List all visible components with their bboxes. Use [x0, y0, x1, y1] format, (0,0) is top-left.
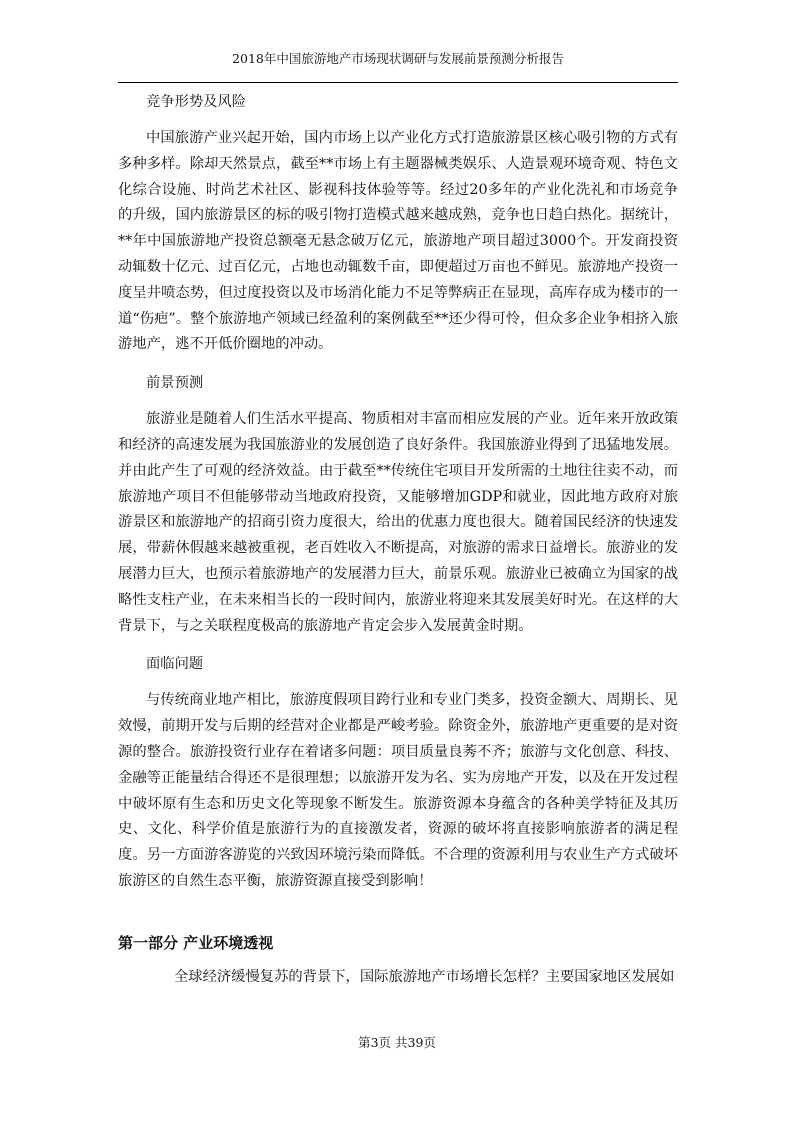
header-divider [118, 82, 678, 83]
section-problems [118, 652, 678, 894]
section-outlook [118, 371, 678, 639]
part-intro-paragraph: 全球经济缓慢复苏的背景下，国际旅游地产市场增长怎样？主要国家地区发展如 [174, 968, 675, 985]
section-paragraph: 与传统商业地产相比，旅游度假项目跨行业和专业门类多，投资金额大、周期长、见效慢，前期开发与后期的经营对企业都是严峻考验。除资金外，旅游地产更重要的是对资源的整合。旅游投资行业存在着诸多问题：项目质量良莠不齐；旅游与文化创意、科技、金融等正能量结合得还不是很理想；以旅游开发为名、实为房地产开发，以及在开发过程中破坏原有生态和历史文化等现象不断发生。旅游资源本身蕴含的各种美学特征及其历史、文化、科学价值是旅游行为的直接激发者，资源的破坏将直接影响旅游者的满足程度。另一方面游客游览的兴致因环境污染而降低。不合理的资源利用与农业生产方式破坏旅游区的自然生态平衡，旅游资源直接受到影响！ [118, 692, 678, 889]
section-competition [118, 90, 678, 358]
section-heading: 竞争形势及风险 [146, 94, 247, 110]
page-content [118, 90, 678, 991]
section-heading: 前景预测 [146, 375, 204, 392]
section-paragraph: 旅游业是随着人们生活水平提高、物质相对丰富而相应发展的产业。近年来开放政策和经济的高速发展为我国旅游业的发展创造了良好条件。我国旅游业得到了迅猛地发展。并由此产生了可观的经济效益。由于截至**传统住宅项目开发所需的土地往往卖不动，而旅游地产项目不但能够带动当地政府投资，又能够增加GDP和就业，因此地方政府对旅游景区和旅游地产的招商引资力度很大，给出的优惠力度也很大。随着国民经济的快速发展，带薪休假越来越被重视，老百姓收入不断提高，对旅游的需求日益增长。旅游业的发展潜力巨大，也预示着旅游地产的发展潜力巨大，前景乐观。旅游业已被确立为国家的战略性支柱产业，在未来相当长的一段时间内，旅游业将迎来其发展美好时光。在这样的大背景下，与之关联程度极高的旅游地产肯定会步入发展黄金时期。 [118, 411, 678, 634]
part-title: 第一部分 产业环境透视 [118, 933, 274, 952]
page-header: 2018年中国旅游地产市场现状调研与发展前景预测分析报告 [232, 51, 564, 66]
section-paragraph: 中国旅游产业兴起开始，国内市场上以产业化方式打造旅游景区核心吸引物的方式有多种多样。除却天然景点，截至**市场上有主题器械类娱乐、人造景观环境奇观、特色文化综合设施、时尚艺术社区、影视科技体验等等。经过20多年的产业化洗礼和市场竞争的升级，国内旅游景区的标的吸引物打造模式越来越成熟，竞争也日趋白热化。据统计，**年中国旅游地产投资总额毫无悬念破万亿元，旅游地产项目超过3000个。开发商投资动辄数十亿元、过百亿元，占地也动辄数千亩，即便超过万亩也不鲜见。旅游地产投资一度呈井喷态势，但过度投资以及市场消化能力不足等弊病正在显现，高库存成为楼市的一道“伤疤”。整个旅游地产领域已经盈利的案例截至**还少得可怜，但众多企业争相挤入旅游地产，逃不开低价圈地的冲动。 [118, 130, 678, 353]
section-heading: 面临问题 [146, 656, 204, 673]
page-footer: 第3页 共39页 [358, 1035, 436, 1050]
